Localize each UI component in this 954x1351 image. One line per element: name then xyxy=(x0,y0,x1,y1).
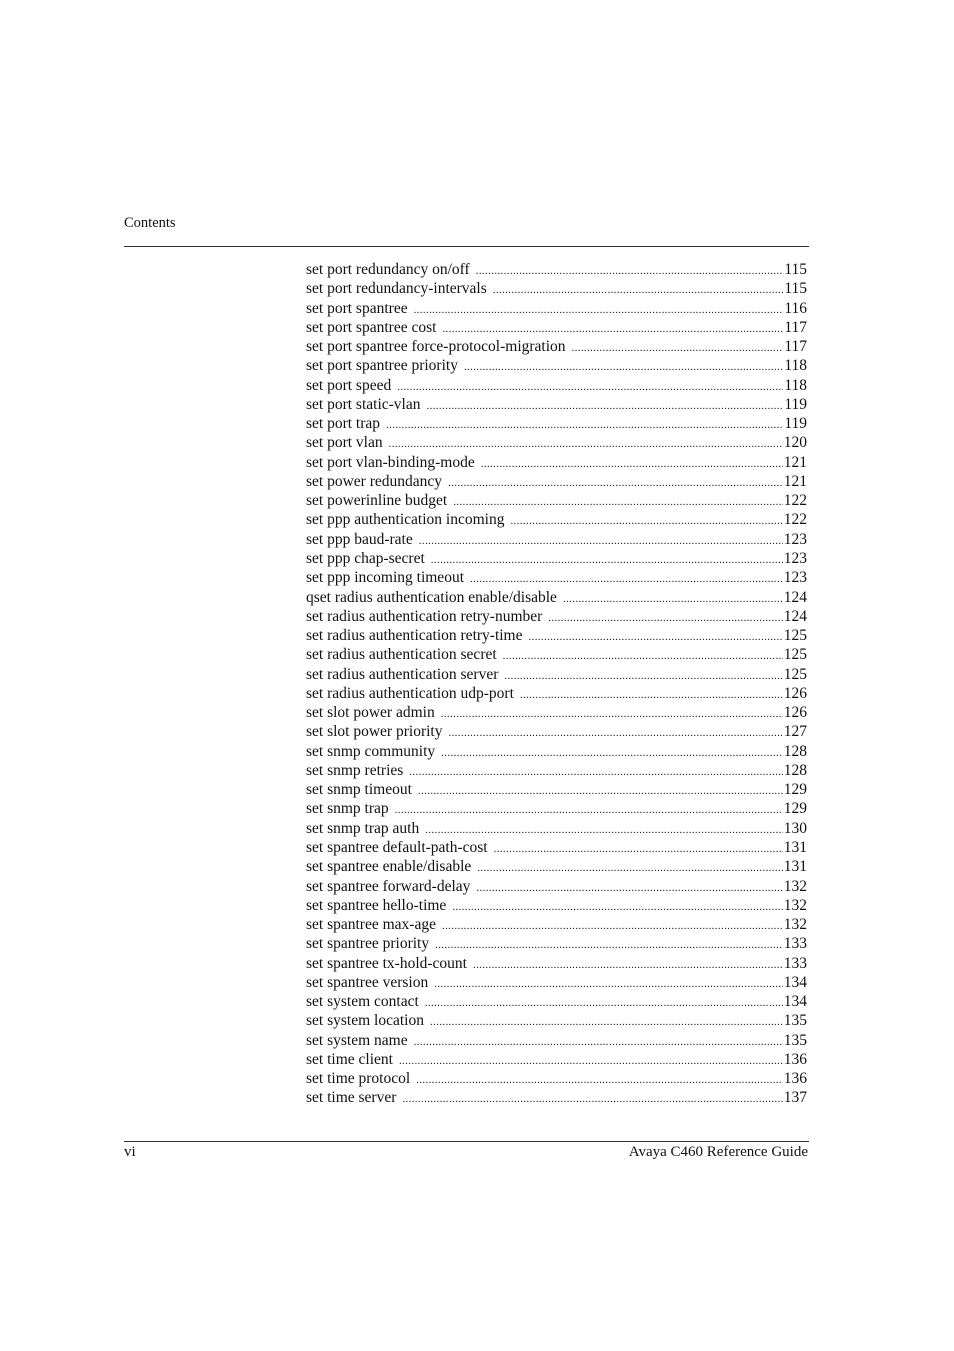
toc-entry-page[interactable]: 119 xyxy=(784,415,807,433)
toc-entry[interactable] xyxy=(306,646,807,665)
toc-entry[interactable] xyxy=(306,280,807,299)
toc-entry[interactable] xyxy=(306,666,807,685)
toc-entry-title[interactable]: set radius authentication udp-port xyxy=(306,684,514,702)
toc-entry-page[interactable]: 135 xyxy=(783,1012,807,1030)
dot-leader xyxy=(494,843,783,855)
toc-entry[interactable] xyxy=(306,377,807,396)
toc-entry-title[interactable]: set ppp incoming timeout xyxy=(306,569,464,587)
toc-entry[interactable] xyxy=(306,1032,807,1051)
toc-entry-page[interactable]: 137 xyxy=(783,1089,807,1107)
dot-leader xyxy=(481,458,783,470)
footer-document-title: Avaya C460 Reference Guide xyxy=(628,1144,808,1160)
dot-leader xyxy=(389,438,783,450)
toc-entry-title[interactable]: set port static-vlan xyxy=(306,395,421,413)
toc-entry[interactable] xyxy=(306,723,807,742)
dot-leader xyxy=(416,1074,783,1086)
toc-entry-title[interactable]: set radius authentication secret xyxy=(306,646,497,664)
toc-entry[interactable] xyxy=(306,935,807,954)
toc-entry-title[interactable]: set time protocol xyxy=(306,1070,411,1088)
toc-entry[interactable] xyxy=(306,704,807,723)
toc-entry[interactable] xyxy=(306,897,807,916)
toc-entry-page[interactable]: 134 xyxy=(783,993,807,1011)
toc-entry[interactable] xyxy=(306,550,807,569)
toc-entry-title[interactable]: set spantree max-age xyxy=(306,916,436,934)
toc-entry-page[interactable]: 129 xyxy=(783,800,807,818)
toc-entry-title[interactable]: set spantree hello-time xyxy=(306,896,447,914)
toc-entry-title[interactable]: qset radius authentication enable/disable xyxy=(306,588,557,606)
toc-entry[interactable] xyxy=(306,1070,807,1089)
toc-entry[interactable] xyxy=(306,492,807,511)
toc-entry-title[interactable]: set snmp trap xyxy=(306,800,389,818)
toc-entry[interactable] xyxy=(306,993,807,1012)
toc-entry-title[interactable]: set port speed xyxy=(306,376,392,394)
dot-leader xyxy=(409,766,782,778)
toc-entry-page[interactable]: 125 xyxy=(783,665,807,683)
toc-entry-title[interactable]: set system contact xyxy=(306,993,419,1011)
dot-leader xyxy=(520,689,783,701)
toc-entry[interactable] xyxy=(306,473,807,492)
toc-entry[interactable] xyxy=(306,589,807,608)
dot-leader xyxy=(548,612,782,624)
toc-entry[interactable] xyxy=(306,569,807,588)
toc-entry-page[interactable]: 136 xyxy=(783,1070,807,1088)
toc-entry-title[interactable]: set time client xyxy=(306,1050,393,1068)
toc-entry-title[interactable]: set slot power priority xyxy=(306,723,443,741)
toc-entry-page[interactable]: 131 xyxy=(783,838,807,856)
toc-entry-page[interactable]: 136 xyxy=(783,1050,807,1068)
toc-entry-page[interactable]: 123 xyxy=(783,569,807,587)
toc-entry-page[interactable]: 131 xyxy=(783,858,807,876)
toc-entry-page[interactable]: 132 xyxy=(783,877,807,895)
toc-entry-page[interactable]: 125 xyxy=(783,627,807,645)
footer-rule xyxy=(124,1141,809,1142)
toc-entry-title[interactable]: set ppp baud-rate xyxy=(306,530,413,548)
dot-leader xyxy=(430,1016,783,1028)
toc-entry[interactable] xyxy=(306,781,807,800)
dot-leader xyxy=(572,342,784,354)
toc-entry-page[interactable]: 128 xyxy=(783,742,807,760)
toc-entry[interactable] xyxy=(306,685,807,704)
toc-entry[interactable] xyxy=(306,434,807,453)
toc-entry-page[interactable]: 125 xyxy=(783,646,807,664)
dot-leader xyxy=(418,785,783,797)
dot-leader xyxy=(434,978,783,990)
toc-entry[interactable] xyxy=(306,357,807,376)
toc-entry[interactable] xyxy=(306,415,807,434)
table-of-contents xyxy=(306,261,807,1109)
dot-leader xyxy=(395,804,783,816)
dot-leader xyxy=(464,361,783,373)
toc-entry-title[interactable]: set snmp retries xyxy=(306,761,404,779)
toc-entry[interactable] xyxy=(306,1089,807,1108)
toc-entry-page[interactable]: 126 xyxy=(783,684,807,702)
toc-entry-page[interactable]: 121 xyxy=(783,472,807,490)
toc-entry-title[interactable]: set spantree tx-hold-count xyxy=(306,954,467,972)
toc-entry-title[interactable]: set time server xyxy=(306,1089,397,1107)
toc-entry-title[interactable]: set spantree priority xyxy=(306,935,430,953)
toc-entry[interactable] xyxy=(306,338,807,357)
toc-entry-title[interactable]: set port redundancy-intervals xyxy=(306,280,487,298)
toc-entry-title[interactable]: set port spantree priority xyxy=(306,357,458,375)
toc-entry-title[interactable]: set snmp community xyxy=(306,742,436,760)
toc-entry-page[interactable]: 123 xyxy=(783,549,807,567)
header-rule xyxy=(124,246,809,247)
toc-entry-page[interactable]: 118 xyxy=(784,357,807,375)
running-header: Contents xyxy=(124,215,176,231)
dot-leader xyxy=(453,496,783,508)
toc-entry[interactable] xyxy=(306,858,807,877)
toc-entry-page[interactable]: 123 xyxy=(783,530,807,548)
toc-entry[interactable] xyxy=(306,531,807,550)
dot-leader xyxy=(470,573,783,585)
toc-entry-page[interactable]: 133 xyxy=(783,935,807,953)
toc-entry-page[interactable]: 129 xyxy=(783,781,807,799)
dot-leader xyxy=(441,747,783,759)
toc-entry-title[interactable]: set system location xyxy=(306,1012,424,1030)
toc-entry-title[interactable]: set ppp chap-secret xyxy=(306,549,425,567)
dot-leader xyxy=(503,650,783,662)
toc-entry[interactable] xyxy=(306,627,807,646)
toc-entry[interactable] xyxy=(306,955,807,974)
dot-leader xyxy=(442,920,783,932)
toc-entry[interactable] xyxy=(306,762,807,781)
footer-page-number: vi xyxy=(124,1144,136,1160)
toc-entry-page[interactable]: 121 xyxy=(783,453,807,471)
toc-entry-title[interactable]: set powerinline budget xyxy=(306,492,448,510)
toc-entry-page[interactable]: 122 xyxy=(783,492,807,510)
toc-entry-title[interactable]: set snmp timeout xyxy=(306,781,412,799)
dot-leader xyxy=(504,670,782,682)
dot-leader xyxy=(414,304,784,316)
toc-entry[interactable] xyxy=(306,820,807,839)
dot-leader xyxy=(510,515,782,527)
dot-leader xyxy=(448,477,783,489)
dot-leader xyxy=(476,882,782,894)
toc-entry-title[interactable]: set spantree enable/disable xyxy=(306,858,472,876)
toc-entry[interactable] xyxy=(306,1012,807,1031)
dot-leader xyxy=(386,419,783,431)
toc-entry-title[interactable]: set port spantree force-protocol-migration xyxy=(306,338,566,356)
toc-entry-page[interactable]: 132 xyxy=(783,916,807,934)
dot-leader xyxy=(431,554,783,566)
dot-leader xyxy=(563,593,783,605)
dot-leader xyxy=(476,265,784,277)
toc-entry-page[interactable]: 132 xyxy=(783,896,807,914)
toc-entry-title[interactable]: set ppp authentication incoming xyxy=(306,511,505,529)
toc-entry[interactable] xyxy=(306,800,807,819)
toc-entry-title[interactable]: set slot power admin xyxy=(306,704,435,722)
toc-entry[interactable] xyxy=(306,878,807,897)
toc-entry-title[interactable]: set port vlan xyxy=(306,434,383,452)
dot-leader xyxy=(399,1055,783,1067)
toc-entry[interactable] xyxy=(306,974,807,993)
dot-leader xyxy=(452,901,782,913)
toc-entry-title[interactable]: set radius authentication retry-number xyxy=(306,607,543,625)
toc-entry-page[interactable]: 115 xyxy=(784,280,807,298)
dot-leader xyxy=(414,1036,783,1048)
dot-leader xyxy=(425,824,783,836)
toc-entry-page[interactable]: 134 xyxy=(783,973,807,991)
toc-entry-title[interactable]: set port vlan-binding-mode xyxy=(306,453,475,471)
toc-entry-title[interactable]: set radius authentication retry-time xyxy=(306,627,523,645)
toc-entry-page[interactable]: 118 xyxy=(784,376,807,394)
toc-entry-page[interactable]: 126 xyxy=(783,704,807,722)
toc-entry-page[interactable]: 130 xyxy=(783,819,807,837)
toc-entry-page[interactable]: 124 xyxy=(783,588,807,606)
dot-leader xyxy=(448,727,782,739)
toc-entry[interactable] xyxy=(306,743,807,762)
toc-entry-title[interactable]: set spantree version xyxy=(306,973,429,991)
toc-entry-title[interactable]: set port redundancy on/off xyxy=(306,261,470,278)
toc-entry-page[interactable]: 128 xyxy=(783,761,807,779)
toc-entry-page[interactable]: 117 xyxy=(784,318,807,336)
toc-entry[interactable] xyxy=(306,511,807,530)
toc-entry[interactable] xyxy=(306,396,807,415)
dot-leader xyxy=(442,323,783,335)
toc-entry[interactable] xyxy=(306,261,807,280)
toc-entry-page[interactable]: 119 xyxy=(784,395,807,413)
toc-entry-page[interactable]: 124 xyxy=(783,607,807,625)
toc-entry-title[interactable]: set system name xyxy=(306,1031,408,1049)
dot-leader xyxy=(473,959,783,971)
toc-entry[interactable] xyxy=(306,300,807,319)
toc-entry[interactable] xyxy=(306,839,807,858)
toc-entry-title[interactable]: set spantree default-path-cost xyxy=(306,838,488,856)
dot-leader xyxy=(477,862,782,874)
toc-entry-title[interactable]: set snmp trap auth xyxy=(306,819,420,837)
toc-entry-title[interactable]: set port spantree xyxy=(306,299,408,317)
toc-entry-title[interactable]: set radius authentication server xyxy=(306,665,499,683)
dot-leader xyxy=(441,708,783,720)
toc-entry-title[interactable]: set power redundancy xyxy=(306,472,443,490)
toc-entry[interactable] xyxy=(306,608,807,627)
dot-leader xyxy=(402,1093,782,1105)
dot-leader xyxy=(435,939,783,951)
toc-entry[interactable] xyxy=(306,916,807,935)
toc-entry-title[interactable]: set port trap xyxy=(306,415,381,433)
toc-entry-page[interactable]: 122 xyxy=(783,511,807,529)
dot-leader xyxy=(427,400,784,412)
toc-entry-title[interactable]: set port spantree cost xyxy=(306,318,437,336)
toc-entry-page[interactable]: 116 xyxy=(784,299,807,317)
toc-entry-page[interactable]: 135 xyxy=(783,1031,807,1049)
toc-entry[interactable] xyxy=(306,454,807,473)
toc-entry-page[interactable]: 117 xyxy=(784,338,807,356)
dot-leader xyxy=(529,631,783,643)
toc-entry-page[interactable]: 133 xyxy=(783,954,807,972)
toc-entry-page[interactable]: 127 xyxy=(783,723,807,741)
dot-leader xyxy=(397,381,783,393)
dot-leader xyxy=(493,284,784,296)
toc-entry-title[interactable]: set spantree forward-delay xyxy=(306,877,471,895)
toc-entry[interactable] xyxy=(306,1051,807,1070)
toc-entry-page[interactable]: 120 xyxy=(783,434,807,452)
toc-entry-page[interactable]: 115 xyxy=(784,261,807,278)
dot-leader xyxy=(425,997,783,1009)
dot-leader xyxy=(419,535,783,547)
toc-entry[interactable] xyxy=(306,319,807,338)
